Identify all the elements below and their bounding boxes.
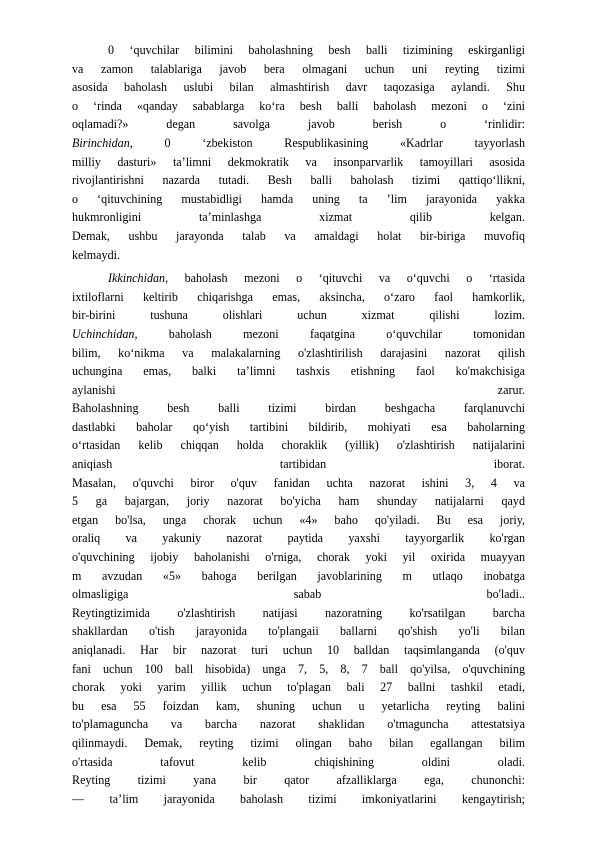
text-line	[72, 715, 525, 734]
text-line	[72, 325, 525, 344]
text-line	[72, 227, 525, 246]
text-line	[72, 134, 525, 153]
text-line	[72, 418, 525, 437]
text-line	[72, 153, 525, 172]
text-line	[72, 622, 525, 641]
line-text: oraliq va yakuniy nazorat paytida yaxshi tayyorgarlik ko'rgan	[72, 531, 525, 546]
line-text: o ‘rinda «qanday sabablarga ko‘ra besh balli baholash mezoni o ‘zini	[72, 98, 525, 113]
line-text: asosida baholash uslubi bilan almashtirish davr taqozasiga aylandi. Shu	[72, 80, 525, 95]
text-line	[72, 455, 525, 474]
line-text: etgan bo'lsa, unga chorak uchun «4» baho qo'yiladi. Bu esa joriy,	[72, 512, 525, 527]
line-text: uchungina emas, balki ta’limni tashxis etishning faol ko'makchisiga	[72, 364, 525, 379]
line-text: qilinmaydi. Demak, reyting tizimi olingan baho bilan egallangan bilim	[72, 735, 525, 750]
text-line	[72, 734, 525, 753]
text-line	[72, 474, 525, 493]
line-text: 5 ga bajargan, joriy nazorat bo'yicha ham shunday natijalarni qayd	[72, 494, 525, 509]
line-text: 0 ‘zbekiston Respublikasining «Kadrlar tayyorlash	[132, 135, 525, 150]
text-line	[72, 288, 525, 307]
text-line	[72, 115, 525, 134]
line-text: olmasligiga sabab bo'ladi..	[72, 587, 525, 602]
text-line	[72, 41, 525, 60]
text-line	[72, 529, 525, 548]
line-text: Reytingtizimida o'zlashtirish natijasi nazoratning ko'rsatilgan barcha	[72, 605, 525, 620]
line-text: hukmronligini ta’minlashga xizmat qilib kelgan.	[72, 210, 525, 225]
text-line	[72, 790, 525, 809]
italic-lead-word: Ikkinchidan,	[108, 271, 169, 286]
line-text: baholash mezoni o ‘qituvchi va o‘quvchi o ‘rtasida	[168, 271, 525, 286]
line-text: o‘rtasidan kelib chiqqan holda choraklik (yillik) o'zlashtirish natijalarini	[72, 438, 525, 453]
text-line	[72, 246, 525, 265]
line-text: ixtiloflarni keltirib chiqarishga emas, aksincha, o‘zaro faol hamkorlik,	[72, 289, 525, 304]
text-line	[72, 697, 525, 716]
line-text: o ‘qituvchining mustabidligi hamda uning ta ’lim jarayonida yakka	[72, 191, 525, 206]
text-line	[72, 548, 525, 567]
document-body	[72, 41, 525, 808]
paragraph	[72, 269, 525, 808]
text-line	[72, 344, 525, 363]
italic-lead-word: Birinchidan,	[72, 135, 133, 150]
line-text: bir-birini tushuna olishlari uchun xizmat qilishi lozim.	[72, 308, 525, 323]
line-text: Masalan, o'quvchi biror o'quv fanidan uchta nazorat ishini 3, 4 va	[72, 475, 525, 490]
line-text: dastlabki baholar qo‘yish tartibini bildirib, mohiyati esa baholarning	[72, 419, 525, 434]
line-text: chorak yoki yarim yillik uchun to'plagan bali 27 ballni tashkil etadi,	[72, 680, 525, 695]
text-line	[72, 436, 525, 455]
line-text: shakllardan o'tish jarayonida to'plangaii ballarni qo'shish yo'li bilan	[72, 624, 525, 639]
paragraph	[72, 41, 525, 264]
line-text: — ta’lim jarayonida baholash tizimi imkoniyatlarini kengaytirish;	[72, 791, 525, 806]
text-line	[72, 399, 525, 418]
line-text: Demak, ushbu jarayonda talab va amaldagi holat bir-biriga muvofiq	[72, 228, 525, 243]
text-line	[72, 362, 525, 381]
line-text: m avzudan «5» bahoga berilgan javoblarining m utlaqo inobatga	[72, 568, 525, 583]
text-line	[72, 567, 525, 586]
text-line	[72, 269, 525, 288]
text-line	[72, 190, 525, 209]
line-text: aniqiash tartibidan iborat.	[72, 457, 525, 472]
text-line	[72, 660, 525, 679]
line-text: aylanishi zarur.	[72, 382, 525, 397]
text-line	[72, 753, 525, 772]
line-text: 0 ‘quvchilar bilimini baholashning besh balli tizimining eskirganligi	[108, 43, 525, 57]
line-text: milliy dasturi» ta’limni dekmokratik va insonparvarlik tamoyillari asosida	[72, 154, 525, 169]
line-text: fani uchun 100 ball hisobida) unga 7, 5, 8, 7 ball qo'yilsa, o'quvchining	[72, 661, 525, 676]
line-text: bu esa 55 foizdan kam, shuning uchun u yetarlicha reyting balini	[72, 698, 525, 713]
line-text: aniqlanadi. Har bir nazorat turi uchun 10 balldan taqsimlanganda (o'quv	[72, 643, 525, 657]
line-text: o'rtasida tafovut kelib chiqishining oldini oladi.	[72, 754, 525, 769]
line-text: bilim, ko‘nikma va malakalarning o'zlashtirilish darajasini nazorat qilish	[72, 345, 525, 360]
line-text: o'quvchining ijobiy baholanishi o'rniga, chorak yoki yil oxirida muayyan	[72, 550, 525, 565]
text-line	[72, 97, 525, 116]
text-line	[72, 306, 525, 325]
text-line	[72, 78, 525, 97]
text-line	[72, 641, 525, 660]
line-text: kelmaydi.	[72, 247, 121, 262]
text-line	[72, 511, 525, 530]
line-text: va zamon talablariga javob bera olmagani uchun uni reyting tizimi	[72, 61, 525, 76]
text-line	[72, 604, 525, 623]
text-line	[72, 678, 525, 697]
text-line	[72, 492, 525, 511]
text-line	[72, 60, 525, 79]
line-text: to'plamaguncha va barcha nazorat shaklidan o'tmaguncha attestatsiya	[72, 717, 525, 732]
text-line	[72, 208, 525, 227]
line-text: Baholashning besh balli tizimi birdan beshgacha farqlanuvchi	[72, 401, 525, 416]
line-text: oqlamadi?» degan savolga javob berish o ‘rinlidir:	[72, 117, 525, 132]
text-line	[72, 585, 525, 604]
line-text: Reyting tizimi yana bir qator afzalliklarga ega, chunonchi:	[72, 773, 525, 788]
text-line	[72, 381, 525, 400]
line-text: baholash mezoni faqatgina o‘quvchilar tomonidan	[137, 326, 525, 341]
document-page	[72, 41, 525, 808]
text-line	[72, 171, 525, 190]
text-line	[72, 771, 525, 790]
line-text: rivojlantirishni nazarda tutadi. Besh balli baholash tizimi qattiqo‘llikni,	[72, 173, 525, 188]
italic-lead-word: Uchinchidan,	[72, 326, 138, 341]
